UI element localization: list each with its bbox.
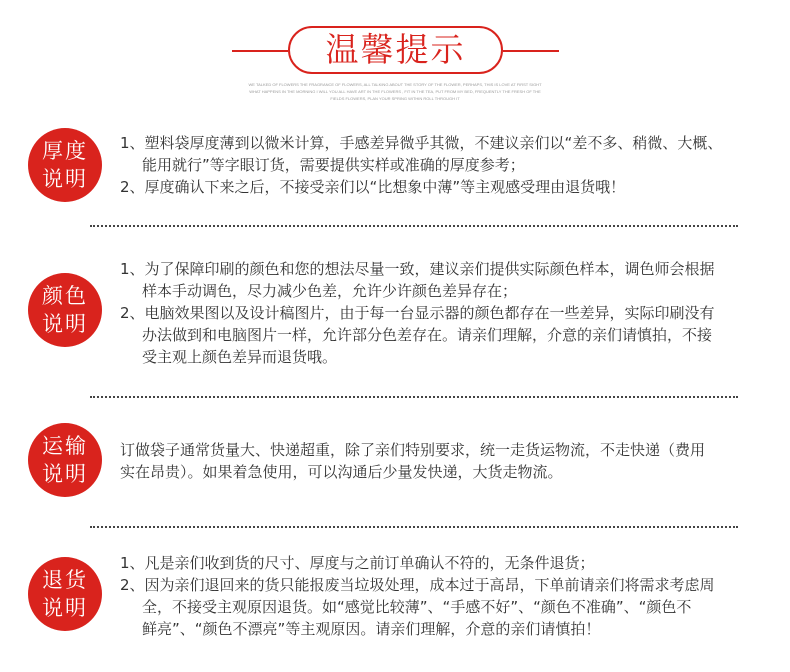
text-line: 能用就行”等字眼订货，需要提供实样或准确的厚度参考； [142, 156, 525, 174]
badge-returns [28, 557, 102, 631]
text-line: 1、凡是亲们收到货的尺寸、厚度与之前订单确认不符的，无条件退货； [120, 554, 595, 572]
divider [90, 225, 738, 227]
badge-shipping [28, 423, 102, 497]
title-frame [288, 26, 503, 74]
title-line-left [232, 50, 288, 52]
text-line: 办法做到和电脑图片一样，允许部分色差存在。请亲们理解，介意的亲们请慎拍，不接 [142, 326, 713, 344]
divider [90, 526, 738, 528]
badge-color [28, 273, 102, 347]
decorative-fine-print: WE TALKED OF FLOWERS THE FRAGRANCE OF FLOWERS, ALL TALKING ABOUT THE STORY OF THE FLOWER, PERHAPS, THIS IS LOVE AT FIRST SIGHT [248, 82, 542, 87]
section-text [120, 258, 760, 368]
badge-line: 说明 [42, 167, 88, 191]
section-text [120, 439, 760, 483]
text-line: 1、为了保障印刷的颜色和您的想法尽量一致，建议亲们提供实际颜色样本，调色师会根据 [120, 260, 715, 278]
badge-line: 说明 [42, 596, 88, 620]
text-line: 受主观上颜色差异而退货哦。 [142, 348, 338, 366]
divider [90, 396, 738, 398]
text-line: 2、因为亲们退回来的货只能报废当垃圾处理，成本过于高昂，下单前请亲们将需求考虑周 [120, 576, 715, 594]
badge-line: 颜色 [42, 284, 88, 308]
section-text [120, 552, 760, 640]
text-line: 实在昂贵）。如果着急使用，可以沟通后少量发快递，大货走物流。 [120, 463, 563, 481]
text-line: 1、塑料袋厚度薄到以微米计算，手感差异微乎其微，不建议亲们以“差不多、稍微、大概、 [120, 134, 723, 152]
text-line: 样本手动调色，尽力减少色差，允许少许颜色差异存在； [142, 282, 518, 300]
badge-line: 厚度 [42, 139, 88, 163]
header [0, 0, 790, 110]
title-line-right [503, 50, 559, 52]
badge-line: 说明 [42, 462, 88, 486]
text-line: 订做袋子通常货量大、快递超重，除了亲们特别要求，统一走货运物流，不走快递（费用 [120, 441, 706, 459]
page-title: 温馨提示 [325, 30, 466, 69]
badge-line: 说明 [42, 312, 88, 336]
decorative-fine-print: FIELDS FLOWERS, PLAN YOUR SPRING WITHIN ROLL THROUGH IT [330, 96, 460, 101]
text-line: 鲜亮”、“颜色不漂亮”等主观原因。请亲们理解，介意的亲们请慎拍！ [142, 620, 601, 638]
text-line: 2、厚度确认下来之后，不接受亲们以“比想象中薄”等主观感受理由退货哦！ [120, 178, 626, 196]
badge-line: 运输 [42, 434, 88, 458]
badge-line: 退货 [42, 568, 88, 592]
decorative-fine-print: WHAT HAPPENS IN THE MORNING I WILL YOU ALL HAVE ART IN THE FLOWERS , FIT IN THE TEA, PUT FROM MY BED, FREQUENTLY THE FRESH OF THE [249, 89, 541, 94]
section-text [120, 132, 760, 198]
text-line: 2、电脑效果图以及设计稿图片，由于每一台显示器的颜色都存在一些差异，实际印刷没有 [120, 304, 715, 322]
text-line: 全，不接受主观原因退货。如“感觉比较薄”、“手感不好”、“颜色不准确”、“颜色不 [142, 598, 692, 616]
badge-thickness [28, 128, 102, 202]
